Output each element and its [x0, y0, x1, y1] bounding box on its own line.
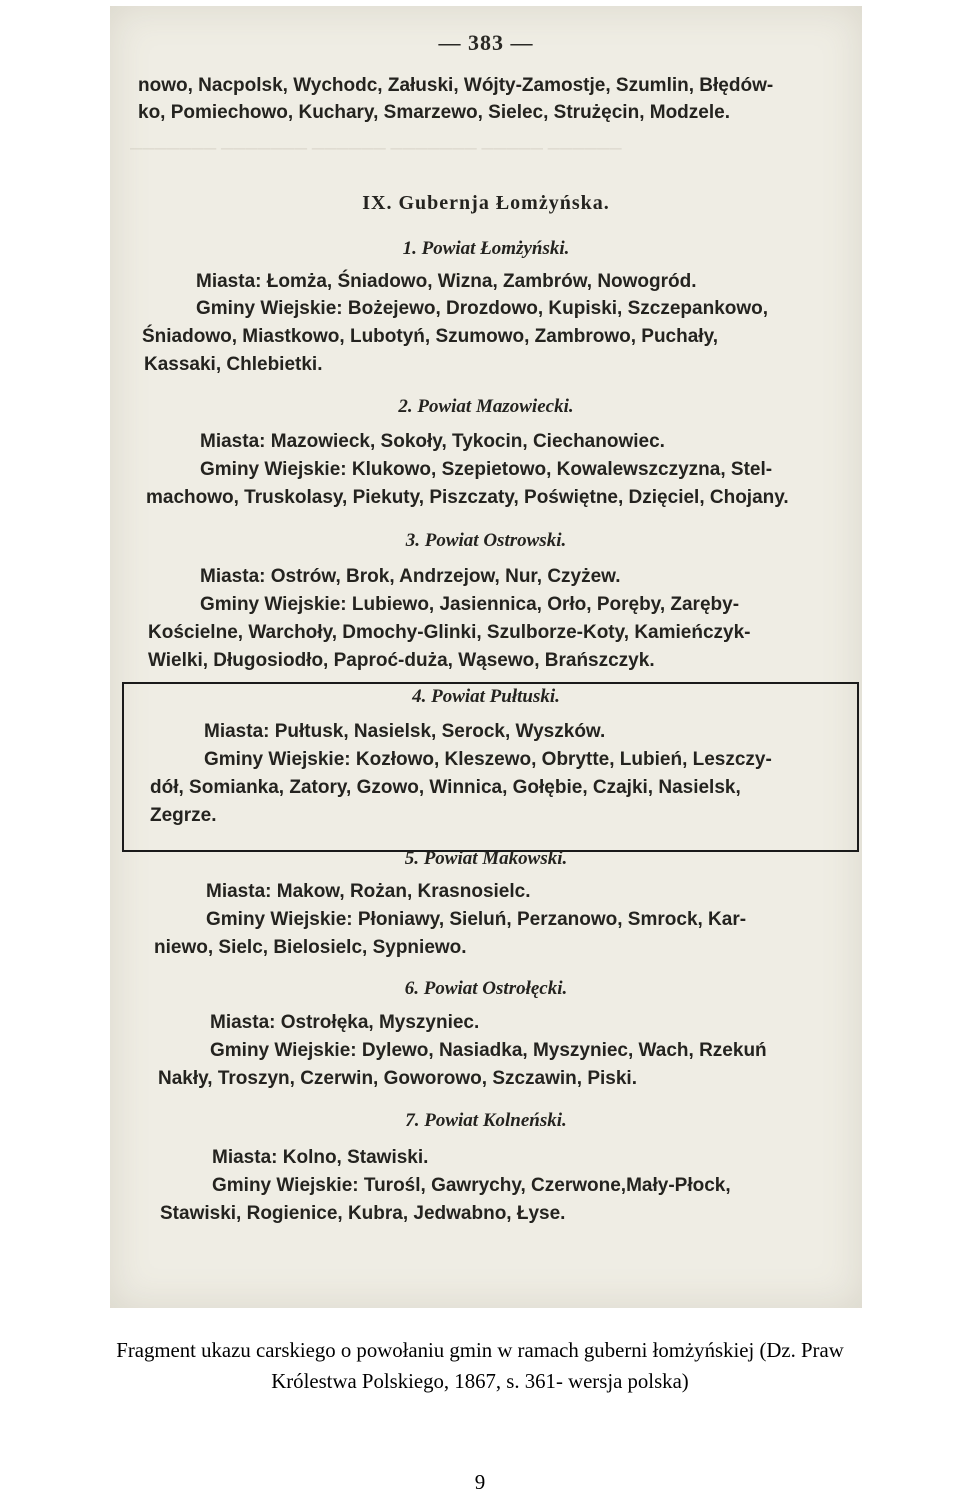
- page-number: — 383 —: [438, 30, 534, 55]
- caption-line-2: Królestwa Polskiego, 1867, s. 361- wersja polska): [271, 1369, 689, 1393]
- district-title: 3. Powiat Ostrowski.: [405, 530, 567, 551]
- district-line: Miasta: Ostrów, Brok, Andrzejow, Nur, Czyżew.: [200, 566, 621, 587]
- district-line: Miasta: Kolno, Stawiski.: [212, 1147, 429, 1168]
- district-line: Miasta: Mazowieck, Sokoły, Tykocin, Ciechanowiec.: [200, 431, 665, 452]
- intro-line: ko, Pomiechowo, Kuchary, Smarzewo, Sielec, Strużęcin, Modzele.: [138, 102, 730, 123]
- district-line: Nakły, Troszyn, Czerwin, Goworowo, Szczawin, Piski.: [158, 1068, 637, 1089]
- district-line: dół, Somianka, Zatory, Gzowo, Winnica, Gołębie, Czajki, Nasielsk,: [150, 777, 741, 798]
- district-title: 1. Powiat Łomżyński.: [402, 238, 570, 259]
- district-title: 6. Powiat Ostrołęcki.: [404, 978, 568, 999]
- section-title: IX. Gubernja Łomżyńska.: [362, 192, 610, 214]
- district-line: Gminy Wiejskie: Kozłowo, Kleszewo, Obrytte, Lubień, Leszczy-: [204, 749, 772, 770]
- district-line: Gminy Wiejskie: Bożejewo, Drozdowo, Kupiski, Szczepankowo,: [196, 298, 769, 319]
- district-line: Śniadowo, Miastkowo, Lubotyń, Szumowo, Zambrowo, Puchały,: [142, 326, 719, 347]
- district-line: Miasta: Łomża, Śniadowo, Wizna, Zambrów, Nowogród.: [196, 271, 697, 292]
- footer-page-number: 9: [474, 1470, 486, 1494]
- district-line: Kościelne, Warchoły, Dmochy-Glinki, Szulborze-Koty, Kamieńczyk-: [148, 622, 751, 643]
- figure-caption: [0, 1335, 960, 1397]
- scanned-page: [110, 6, 862, 1308]
- district-line: Gminy Wiejskie: Turośl, Gawrychy, Czerwone,Mały-Płock,: [212, 1175, 731, 1196]
- district-title: 2. Powiat Mazowiecki.: [398, 396, 574, 417]
- district-line: Gminy Wiejskie: Lubiewo, Jasiennica, Orło, Poręby, Zaręby-: [200, 594, 740, 615]
- district-title: 5. Powiat Makowski.: [404, 848, 568, 869]
- district-title: 4. Powiat Pułtuski.: [412, 686, 560, 707]
- district-line: Gminy Wiejskie: Płoniawy, Sieluń, Perzanowo, Smrock, Kar-: [206, 909, 747, 930]
- district-line: Gminy Wiejskie: Klukowo, Szepietowo, Kowalewszczyzna, Stel-: [200, 459, 773, 480]
- district-line: Miasta: Pułtusk, Nasielsk, Serock, Wyszków.: [204, 721, 606, 742]
- district-line: Miasta: Makow, Rożan, Krasnosielc.: [206, 881, 531, 902]
- caption-line-1: Fragment ukazu carskiego o powołaniu gmin w ramach guberni łomżyńskiej (Dz. Praw: [116, 1338, 844, 1362]
- district-line: Kassaki, Chlebietki.: [144, 354, 323, 375]
- district-line: Miasta: Ostrołęka, Myszyniec.: [210, 1012, 480, 1033]
- district-line: niewo, Sielc, Bielosielc, Sypniewo.: [154, 937, 467, 958]
- intro-line: nowo, Nacpolsk, Wychodc, Załuski, Wójty-Zamostje, Szumlin, Błędów-: [138, 75, 774, 96]
- district-title: 7. Powiat Kolneński.: [405, 1110, 567, 1131]
- bleed-through: ─────── ─────── ────── ─────── ───── ──────: [130, 139, 622, 158]
- district-line: Zegrze.: [150, 805, 217, 826]
- district-line: Gminy Wiejskie: Dylewo, Nasiadka, Myszyniec, Wach, Rzekuń: [210, 1040, 767, 1061]
- district-line: Wielki, Długosiodło, Paproć-duża, Wąsewo, Brańszczyk.: [148, 650, 655, 671]
- district-line: Stawiski, Rogienice, Kubra, Jedwabno, Łyse.: [160, 1203, 566, 1224]
- district-line: machowo, Truskolasy, Piekuty, Piszczaty, Poświętne, Dzięciel, Chojany.: [146, 487, 789, 508]
